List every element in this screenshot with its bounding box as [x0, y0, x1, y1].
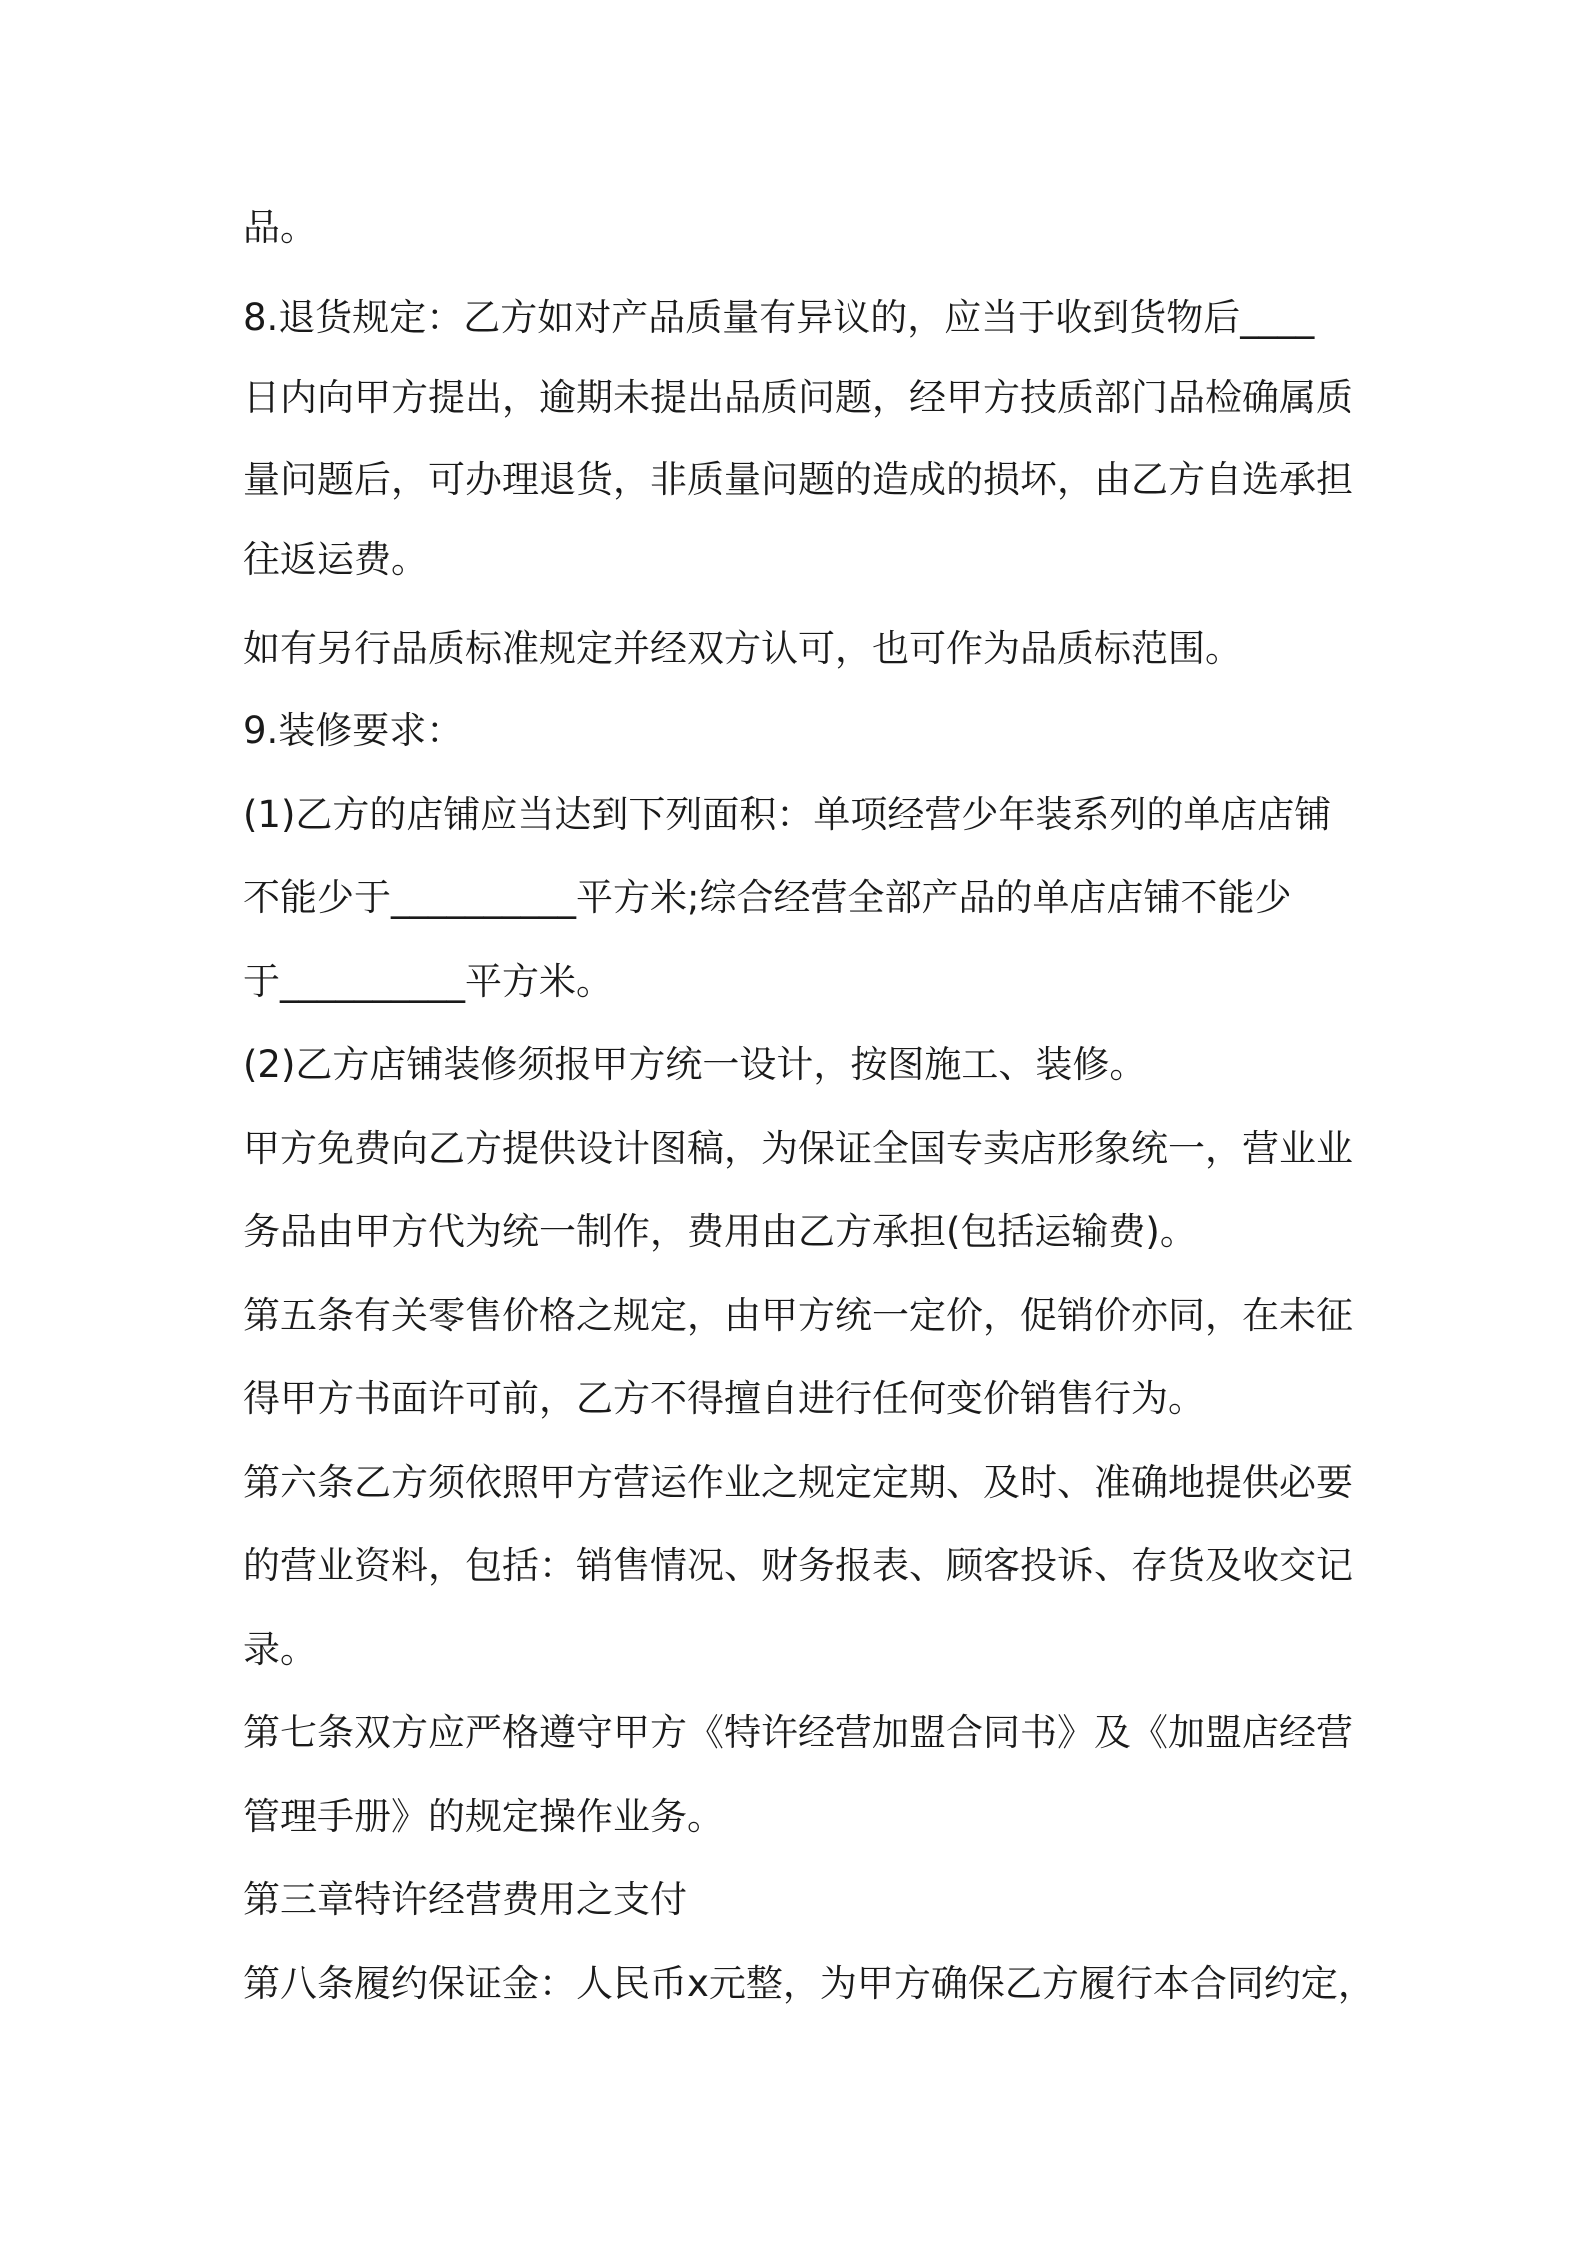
text-line: 得甲方书面许可前，乙方不得擅自进行任何变价销售行为。: [243, 1377, 1205, 1420]
text-line: 第七条双方应严格遵守甲方《特许经营加盟合同书》及《加盟店经营: [243, 1711, 1353, 1754]
text-line: 如有另行品质标准规定并经双方认可，也可作为品质标范围。: [243, 627, 1242, 670]
text-line: (2)乙方店铺装修须报甲方统一设计，按图施工、装修。: [243, 1043, 1147, 1086]
text-line: 9.装修要求：: [243, 709, 464, 752]
text-line: 的营业资料，包括：销售情况、财务报表、顾客投诉、存货及收交记: [243, 1544, 1353, 1587]
text-line: 管理手册》的规定操作业务。: [243, 1795, 724, 1838]
text-line: 于__________平方米。: [243, 960, 613, 1003]
text-line: 甲方免费向乙方提供设计图稿，为保证全国专卖店形象统一，营业业: [243, 1127, 1353, 1170]
text-line: 品。: [243, 206, 317, 249]
text-line: 第三章特许经营费用之支付: [243, 1878, 687, 1921]
text-line: 往返运费。: [243, 538, 428, 581]
text-line: 不能少于__________平方米;综合经营全部产品的单店店铺不能少: [243, 876, 1292, 919]
text-line: (1)乙方的店铺应当达到下列面积：单项经营少年装系列的单店店铺: [243, 793, 1332, 836]
text-line: 日内向甲方提出，逾期未提出品质问题，经甲方技质部门品检确属质: [243, 376, 1353, 419]
text-line: 量问题后，可办理退货，非质量问题的造成的损坏，由乙方自选承担: [243, 458, 1353, 501]
text-line: 务品由甲方代为统一制作，费用由乙方承担(包括运输费)。: [243, 1210, 1197, 1253]
text-line: 第八条履约保证金：人民币x元整，为甲方确保乙方履行本合同约定，: [243, 1962, 1375, 2005]
text-line: 8.退货规定：乙方如对产品质量有异议的，应当于收到货物后____: [243, 296, 1315, 339]
text-line: 录。: [243, 1628, 317, 1671]
text-line: 第六条乙方须依照甲方营运作业之规定定期、及时、准确地提供必要: [243, 1461, 1353, 1504]
text-line: 第五条有关零售价格之规定，由甲方统一定价，促销价亦同，在未征: [243, 1294, 1353, 1337]
